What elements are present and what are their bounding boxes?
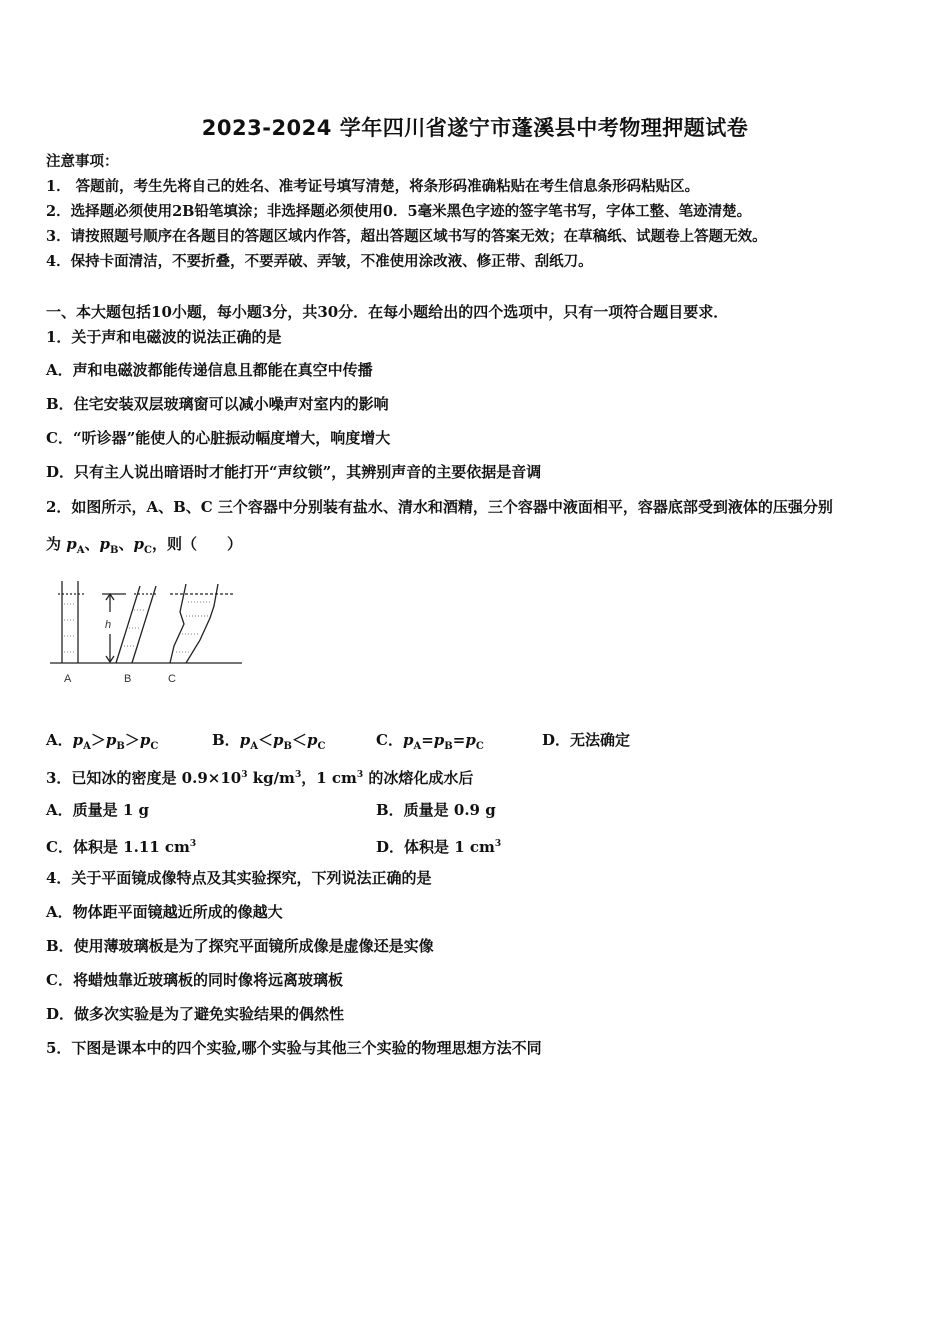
separator: 、 — [84, 535, 100, 553]
subscript: B — [110, 545, 119, 556]
question-4-stem: 4．关于平面镜成像特点及其实验探究，下列说法正确的是 — [46, 869, 432, 887]
question-3-option-b: B．质量是 0.9 g — [376, 801, 496, 819]
notice-item: 3．请按照题号顺序在各题目的答题区域内作答，超出答题区域书写的答案无效；在草稿纸、试题卷上答题无效。 — [46, 228, 767, 245]
question-4-option-b: B．使用薄玻璃板是为了探究平面镜所成像是虚像还是实像 — [46, 937, 434, 955]
subscript: C — [475, 741, 484, 752]
question-3-option-d — [376, 834, 501, 857]
question-4-option-a: A．物体距平面镜越近所成的像越大 — [46, 903, 283, 921]
question-2-option-a — [46, 730, 158, 757]
subscript: C — [150, 741, 159, 752]
container-b-wall — [132, 586, 156, 663]
section-header: 一、本大题包括10小题，每小题3分，共30分．在每小题给出的四个选项中，只有一项符合题目要求． — [46, 303, 729, 321]
pressure-symbol: p — [306, 731, 318, 749]
question-2-option-c — [376, 730, 484, 757]
pressure-symbol: p — [272, 731, 284, 749]
q2-prefix: 为 — [46, 535, 62, 553]
question-3-option-a: A．质量是 1 g — [46, 801, 150, 819]
figure-label-c: C — [168, 673, 176, 685]
figure-label-a: A — [64, 673, 72, 685]
pressure-symbol: p — [402, 731, 414, 749]
container-c-wall — [170, 584, 186, 663]
question-5-stem: 5．下图是课本中的四个实验,哪个实验与其他三个实验的物理思想方法不同 — [46, 1039, 542, 1057]
pressure-symbol: p — [465, 731, 476, 749]
subscript: B — [444, 741, 453, 752]
subscript: B — [283, 741, 292, 752]
question-1-option-c: C．“听诊器”能使人的心脏振动幅度增大，响度增大 — [46, 429, 391, 447]
superscript: 3 — [356, 770, 364, 780]
page-title: 2023-2024 学年四川省遂宁市蓬溪县中考物理押题试卷 — [201, 116, 749, 140]
notice-heading: 注意事项： — [46, 153, 119, 170]
notice-item: 4．保持卡面清洁，不要折叠，不要弄破、弄皱，不准使用涂改液、修正带、刮纸刀。 — [46, 253, 593, 270]
subscript: B — [116, 741, 125, 752]
superscript: 3 — [241, 770, 248, 780]
question-2-option-d: D．无法确定 — [542, 731, 631, 749]
question-1-option-b: B．住宅安装双层玻璃窗可以减小噪声对室内的影响 — [46, 395, 389, 413]
question-2-option-b — [212, 730, 325, 757]
subscript: A — [250, 741, 258, 752]
container-b-wall — [116, 586, 140, 663]
notice-item: 1． 答题前，考生先将自己的姓名、准考证号填写清楚，将条形码准确粘贴在考生信息条形码粘贴区。 — [46, 178, 700, 195]
pressure-symbol: p — [433, 731, 445, 749]
question-1-option-d: D．只有主人说出暗语时才能打开“声纹锁”，其辨别声音的主要依据是音调 — [46, 463, 542, 481]
stem-part: ，1 cm — [301, 769, 357, 787]
pressure-symbol: p — [99, 535, 111, 553]
relation: ＜ — [291, 731, 307, 749]
option-text: C．体积是 1.11 cm — [46, 838, 190, 856]
relation: = — [452, 731, 466, 749]
question-1-option-a: A．声和电磁波都能传递信息且都能在真空中传播 — [46, 361, 373, 379]
subscript: C — [317, 741, 326, 752]
stem-part: 3．已知冰的密度是 0.9×10 — [46, 769, 242, 787]
pressure-symbol: p — [239, 731, 251, 749]
option-letter: C． — [376, 731, 403, 749]
option-letter: A． — [46, 731, 73, 749]
subscript: A — [76, 545, 85, 556]
question-3-option-c — [46, 834, 196, 857]
relation: ＞ — [90, 731, 106, 749]
question-1-stem: 1．关于声和电磁波的说法正确的是 — [46, 328, 282, 346]
option-letter: B． — [212, 731, 240, 749]
superscript: 3 — [189, 839, 197, 849]
q2-suffix: ，则（ ） — [151, 535, 242, 553]
stem-part: kg/m — [247, 769, 295, 787]
superscript: 3 — [294, 770, 302, 780]
figure-label-b: B — [124, 673, 132, 685]
stem-part: 的冰熔化成水后 — [363, 769, 474, 787]
relation: = — [421, 731, 434, 749]
question-4-option-c: C．将蜡烛靠近玻璃板的同时像将远离玻璃板 — [46, 971, 343, 989]
option-text: D．体积是 1 cm — [376, 838, 495, 856]
subscript: A — [413, 741, 422, 752]
question-4-option-d: D．做多次实验是为了避免实验结果的偶然性 — [46, 1005, 345, 1023]
pressure-symbol: p — [139, 731, 151, 749]
subscript: C — [144, 545, 152, 556]
question-3-stem — [46, 765, 473, 788]
figure-label-h: h — [105, 619, 112, 631]
container-c-wall — [186, 584, 218, 663]
pressure-symbol: p — [105, 731, 117, 749]
pressure-symbol: p — [133, 535, 144, 553]
container-figure — [46, 576, 246, 688]
notice-item: 2．选择题必须使用2B铅笔填涂；非选择题必须使用0．5毫米黑色字迹的签字笔书写，字体工整、笔迹清楚。 — [46, 203, 752, 220]
pressure-symbol: p — [72, 731, 84, 749]
relation: ＞ — [124, 731, 140, 749]
superscript: 3 — [494, 839, 502, 849]
relation: ＜ — [257, 731, 273, 749]
question-2-stem-line1: 2．如图所示，A、B、C 三个容器中分别装有盐水、清水和酒精，三个容器中液面相平，容器底部受到液体的压强分别 — [46, 498, 833, 516]
pressure-symbol: p — [66, 535, 77, 553]
subscript: A — [83, 741, 91, 752]
question-2-stem-line2 — [46, 534, 242, 561]
separator: 、 — [118, 535, 134, 553]
